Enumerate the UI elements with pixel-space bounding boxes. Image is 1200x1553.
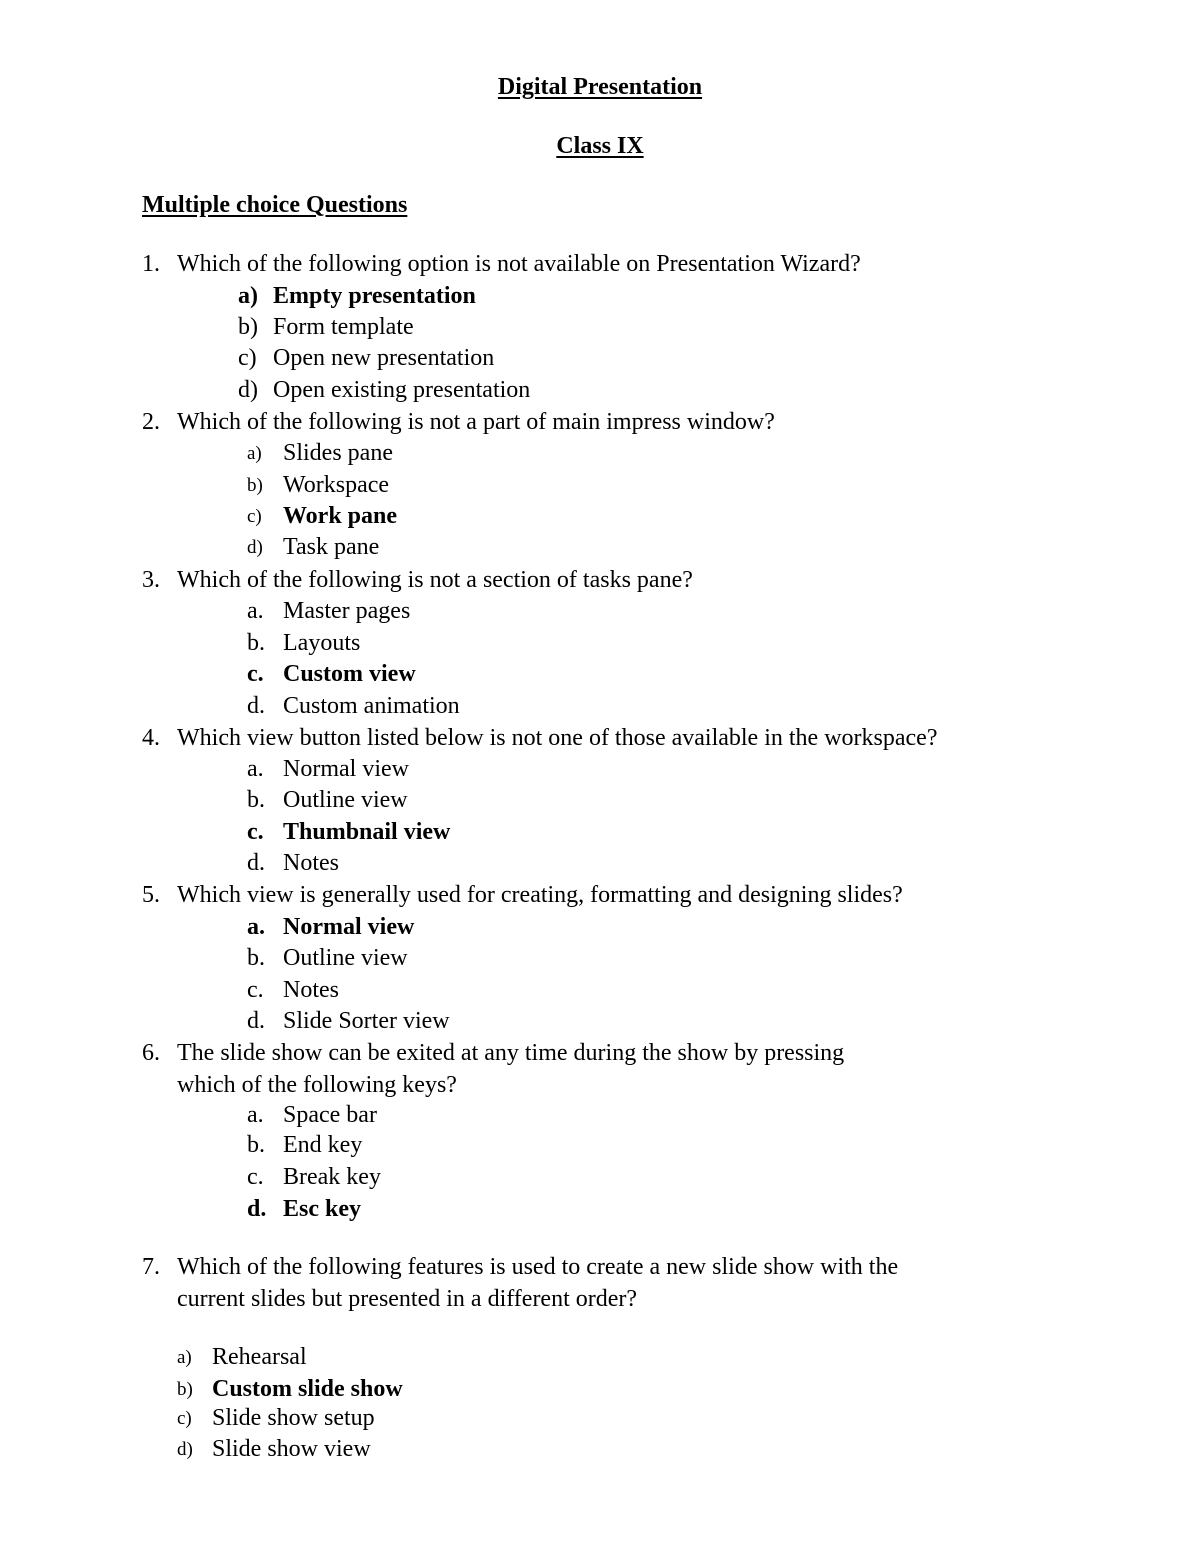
option-label: d) [247,537,263,558]
question-number: 5. [142,882,160,908]
option-text: Form template [273,314,414,340]
option-text: Outline view [283,945,408,971]
section-heading: Multiple choice Questions [142,192,408,218]
option-label: a. [247,756,264,782]
option-text: Slide show view [212,1436,371,1462]
option-label: a. [247,1102,264,1128]
question-number: 7. [142,1254,160,1280]
option-text: End key [283,1132,363,1158]
option-label: c) [247,506,262,527]
document-title: Digital Presentation [497,74,703,100]
option-label: b. [247,1132,265,1158]
option-label: b) [247,475,263,496]
option-label: c. [247,977,264,1003]
question-number: 4. [142,725,160,751]
question-text-line1: Which of the following features is used to create a new slide show with the [177,1254,899,1280]
option-text: Task pane [283,534,380,560]
option-label: d. [247,1196,267,1222]
question-text: Which of the following is not a section of tasks pane? [177,567,693,593]
option-label: b) [238,314,258,340]
option-label: d) [238,377,258,403]
question-text: Which of the following option is not available on Presentation Wizard? [177,251,861,277]
option-label: d. [247,850,265,876]
question-number: 1. [142,251,160,277]
option-text: Open new presentation [273,345,495,371]
option-text-answer: Custom view [283,661,416,687]
option-label: a. [247,598,264,624]
option-text: Slides pane [283,440,393,466]
option-label: c) [238,345,257,371]
option-label: b. [247,787,265,813]
option-text-answer: Thumbnail view [283,819,451,845]
option-text-answer: Esc key [283,1196,361,1222]
option-text: Custom animation [283,693,460,719]
option-text: Notes [283,850,339,876]
question-text-line1: The slide show can be exited at any time during the show by pressing [177,1040,845,1066]
question-text: Which view is generally used for creating, formatting and designing slides? [177,882,903,908]
option-text: Slide show setup [212,1405,375,1431]
option-text: Layouts [283,630,361,656]
option-label: b. [247,630,265,656]
question-number: 3. [142,567,160,593]
option-text: Notes [283,977,339,1003]
option-label: b) [177,1379,193,1400]
option-label: d. [247,693,265,719]
class-label: Class IX [556,133,644,159]
option-label: d) [177,1439,193,1460]
option-text: Workspace [283,472,390,498]
option-text: Space bar [283,1102,377,1128]
option-text: Normal view [283,756,409,782]
option-label: a) [238,283,258,309]
option-label: d. [247,1008,265,1034]
question-number: 6. [142,1040,160,1066]
option-label: a) [247,443,262,464]
option-label: a. [247,914,265,940]
question-text: Which view button listed below is not one of those available in the workspace? [177,725,938,751]
option-text: Slide Sorter view [283,1008,450,1034]
question-text: Which of the following is not a part of main impress window? [177,409,775,435]
option-text-answer: Custom slide show [212,1376,403,1402]
option-label: c. [247,819,264,845]
option-text-answer: Normal view [283,914,415,940]
option-label: a) [177,1347,192,1368]
option-label: c) [177,1408,192,1429]
option-text-answer: Work pane [283,503,398,529]
option-label: c. [247,661,264,687]
option-label: b. [247,945,265,971]
question-number: 2. [142,409,160,435]
question-text-line2: current slides but presented in a different order? [177,1286,638,1312]
option-text: Outline view [283,787,408,813]
option-text: Break key [283,1164,381,1190]
option-text-answer: Empty presentation [273,283,476,309]
question-text-line2: which of the following keys? [177,1072,457,1098]
option-text: Master pages [283,598,411,624]
option-label: c. [247,1164,264,1190]
option-text: Rehearsal [212,1344,307,1370]
option-text: Open existing presentation [273,377,531,403]
